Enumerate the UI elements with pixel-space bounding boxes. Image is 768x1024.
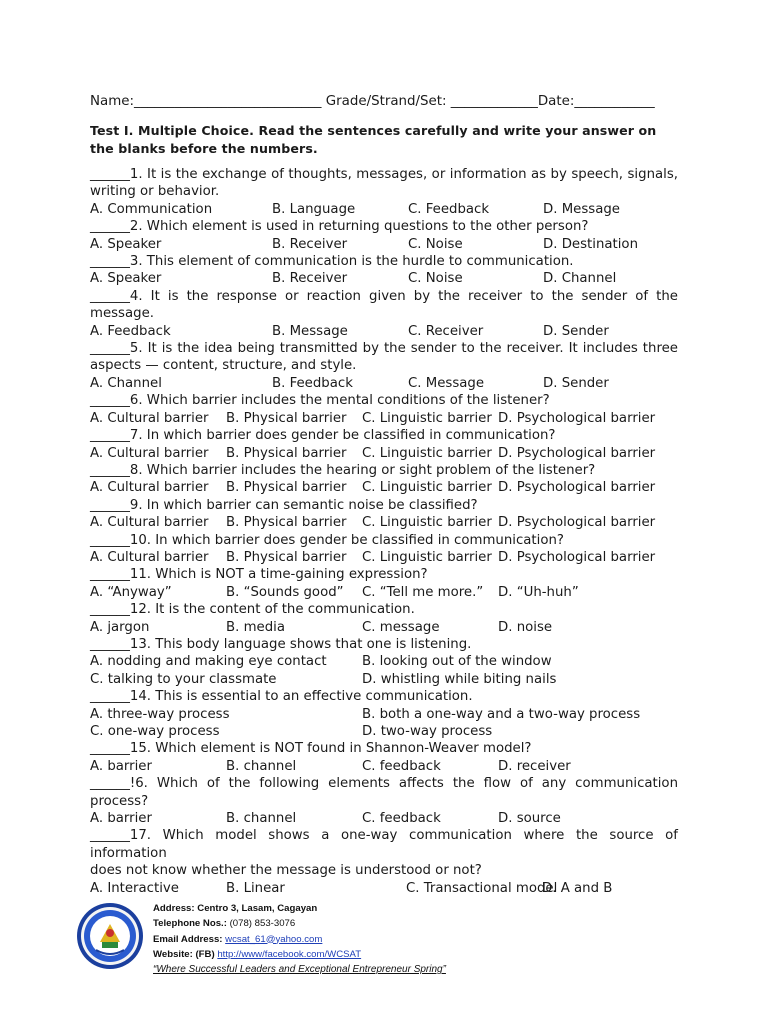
answer-choice: B. Physical barrier [226,515,347,531]
answer-choice: B. Linear [226,880,285,896]
answer-choice: C. Noise [408,271,463,287]
answer-choice: D. Destination [543,236,638,252]
answer-choice: C. Message [408,375,485,391]
answer-choices [90,410,678,427]
answer-choice: C. Noise [408,236,463,252]
question-text: ______17. Which model shows a one-way communication where the source of information [90,828,678,861]
question-item [90,253,678,288]
answer-choices [90,880,678,897]
question-item [90,166,678,218]
address-label: Address: [153,903,195,914]
question-text: ______1. It is the exchange of thoughts, messages, or information as by speech, signals, writing or behavior. [90,167,678,200]
answer-choice: C. “Tell me more.” [362,584,484,600]
question-text: ______!6. Which of the following elements affects the flow of any communication process? [90,776,678,809]
answer-choice: A. Speaker [90,271,162,287]
answer-choice: D. Psychological barrier [498,515,656,531]
question-text: ______5. It is the idea being transmitted by the sender to the receiver. It includes three aspects — content, structure, and style. [90,341,678,374]
answer-choice: C. Linguistic barrier [362,445,492,461]
answer-choices [90,201,678,218]
answer-choice: A. Speaker [90,236,162,252]
answer-choice: C. Transactional model [406,880,558,896]
answer-choice: A. Cultural barrier [90,515,209,531]
address-line [153,901,446,916]
answer-choice: D. Channel [543,271,617,287]
contact-details [153,901,446,977]
worksheet [90,92,678,897]
answer-choice: D. Psychological barrier [498,549,656,565]
answer-choice: B. both a one-way and a two-way process [362,706,641,722]
answer-choice: A. “Anyway” [90,584,172,600]
test-instructions: Test I. Multiple Choice. Read the sentences carefully and write your answer on the blanks before the numbers. [90,123,657,156]
answer-choice: A. Feedback [90,323,171,339]
question-text: ______9. In which barrier can semantic noise be classified? [90,497,478,513]
email-link[interactable]: wcsat_61@yahoo.com [225,933,323,945]
question-text: ______2. Which element is used in returning questions to the other person? [90,219,589,235]
question-item [90,601,678,636]
answer-choice: C. Linguistic barrier [362,515,492,531]
question-text-continued: does not know whether the message is understood or not? [90,863,482,879]
answer-choice: B. Language [272,201,356,217]
answer-choice: D. two-way process [362,724,493,739]
question-item [90,566,678,601]
question-item [90,827,678,897]
question-text: ______8. Which barrier includes the hearing or sight problem of the listener? [90,462,596,478]
answer-choice: A. Cultural barrier [90,410,209,426]
answer-choice: A. Cultural barrier [90,549,209,565]
school-seal-icon [76,902,144,970]
answer-choice: D. receiver [498,758,571,774]
address-value: Centro 3, Lasam, Cagayan [197,903,318,914]
answer-choice: D. Sender [543,375,609,391]
answer-choice: B. Physical barrier [226,480,347,496]
answer-choice: C. message [362,619,440,635]
answer-choice: C. feedback [362,758,441,774]
school-motto: “Where Successful Leaders and Exceptional Entrepreneur Spring” [153,964,446,976]
answer-choices [90,375,678,392]
answer-choice: D. source [498,811,561,827]
question-item [90,532,678,567]
answer-choice: B. channel [226,758,297,774]
telephone-line [153,916,446,931]
answer-choice: B. Physical barrier [226,445,347,461]
answer-choices [90,236,678,253]
answer-choices [90,445,678,462]
answer-choices [90,758,678,775]
email-label: Email Address: [153,933,223,945]
question-item [90,340,678,392]
answer-choice: D. noise [498,619,553,635]
answer-choices [90,479,678,496]
answer-choice: B. Physical barrier [226,549,347,565]
answer-choices [90,810,678,827]
answer-choice: A. Communication [90,201,213,217]
answer-choices [90,584,678,601]
answer-choice: B. Message [272,323,348,339]
question-item [90,218,678,253]
answer-choice: A. Interactive [90,880,179,896]
question-item [90,775,678,827]
answer-choice: A. jargon [90,619,150,635]
student-info-line: Name:____________________________ Grade/Strand/Set: _____________Date:____________ [90,94,655,109]
school-footer [76,900,676,990]
answer-choice: A. three-way process [90,706,230,722]
answer-choice: D. Psychological barrier [498,480,656,496]
telephone-value: (078) 853-3076 [229,918,296,930]
answer-choice: A. barrier [90,811,152,827]
website-link[interactable]: http://www/facebook.com/WCSAT [217,948,362,960]
answer-choice: D. “Uh-huh” [498,584,579,600]
question-text: ______4. It is the response or reaction given by the receiver to the sender of the message. [90,288,678,322]
answer-choice: A. barrier [90,758,152,774]
question-text: ______11. Which is NOT a time-gaining expression? [90,567,428,583]
answer-choice: D. Sender [543,323,609,339]
answer-choice: C. Linguistic barrier [362,549,492,565]
answer-choice: B. Receiver [272,271,348,287]
answer-choice: C. Linguistic barrier [362,410,492,426]
question-item [90,392,678,427]
question-item [90,636,678,688]
answer-choice: C. Feedback [408,201,490,217]
answer-choice: B. “Sounds good” [226,584,344,600]
answer-choice: D. Message [543,201,620,217]
answer-choice: B. media [226,619,285,635]
answer-choice: D. whistling while biting nails [362,671,557,687]
answer-choice: B. channel [226,811,297,827]
question-text: ______10. In which barrier does gender be classified in communication? [90,532,564,548]
answer-choice: D. A and B [542,880,613,896]
email-line [153,932,446,947]
question-text: ______3. This element of communication is the hurdle to communication. [90,254,574,270]
answer-choice: B. Receiver [272,236,348,252]
answer-choice: C. Linguistic barrier [362,480,492,496]
question-list [90,166,678,897]
answer-choice: D. Psychological barrier [498,445,656,461]
answer-choice: A. Cultural barrier [90,480,209,496]
website-line [153,947,446,962]
question-text: ______12. It is the content of the communication. [90,602,415,618]
answer-choice: A. nodding and making eye contact [90,654,327,670]
answer-choice: C. Receiver [408,323,484,339]
answer-choices [90,270,678,287]
answer-choice: C. one-way process [90,724,220,739]
question-item [90,497,678,532]
answer-choices [90,323,678,340]
question-text: ______13. This body language shows that one is listening. [90,636,472,652]
question-item [90,688,678,740]
answer-choice: B. looking out of the window [362,654,552,670]
question-text: ______14. This is essential to an effective communication. [90,689,473,705]
answer-choices [90,619,678,636]
question-item [90,740,678,775]
question-text: ______15. Which element is NOT found in Shannon-Weaver model? [90,741,532,757]
answer-choices [90,549,678,566]
question-item [90,427,678,462]
telephone-label: Telephone Nos.: [153,918,227,930]
question-item [90,288,678,340]
answer-choices [90,706,678,741]
website-label: Website: (FB) [153,948,215,960]
answer-choices [90,653,678,688]
answer-choices [90,514,678,531]
answer-choice: A. Cultural barrier [90,445,209,461]
answer-choice: A. Channel [90,375,162,391]
question-text: ______7. In which barrier does gender be classified in communication? [90,428,556,444]
answer-choice: B. Feedback [272,375,353,391]
answer-choice: C. talking to your classmate [90,671,277,687]
answer-choice: C. feedback [362,811,441,827]
question-item [90,462,678,497]
question-text: ______6. Which barrier includes the mental conditions of the listener? [90,393,550,409]
answer-choice: B. Physical barrier [226,410,347,426]
answer-choice: D. Psychological barrier [498,410,656,426]
